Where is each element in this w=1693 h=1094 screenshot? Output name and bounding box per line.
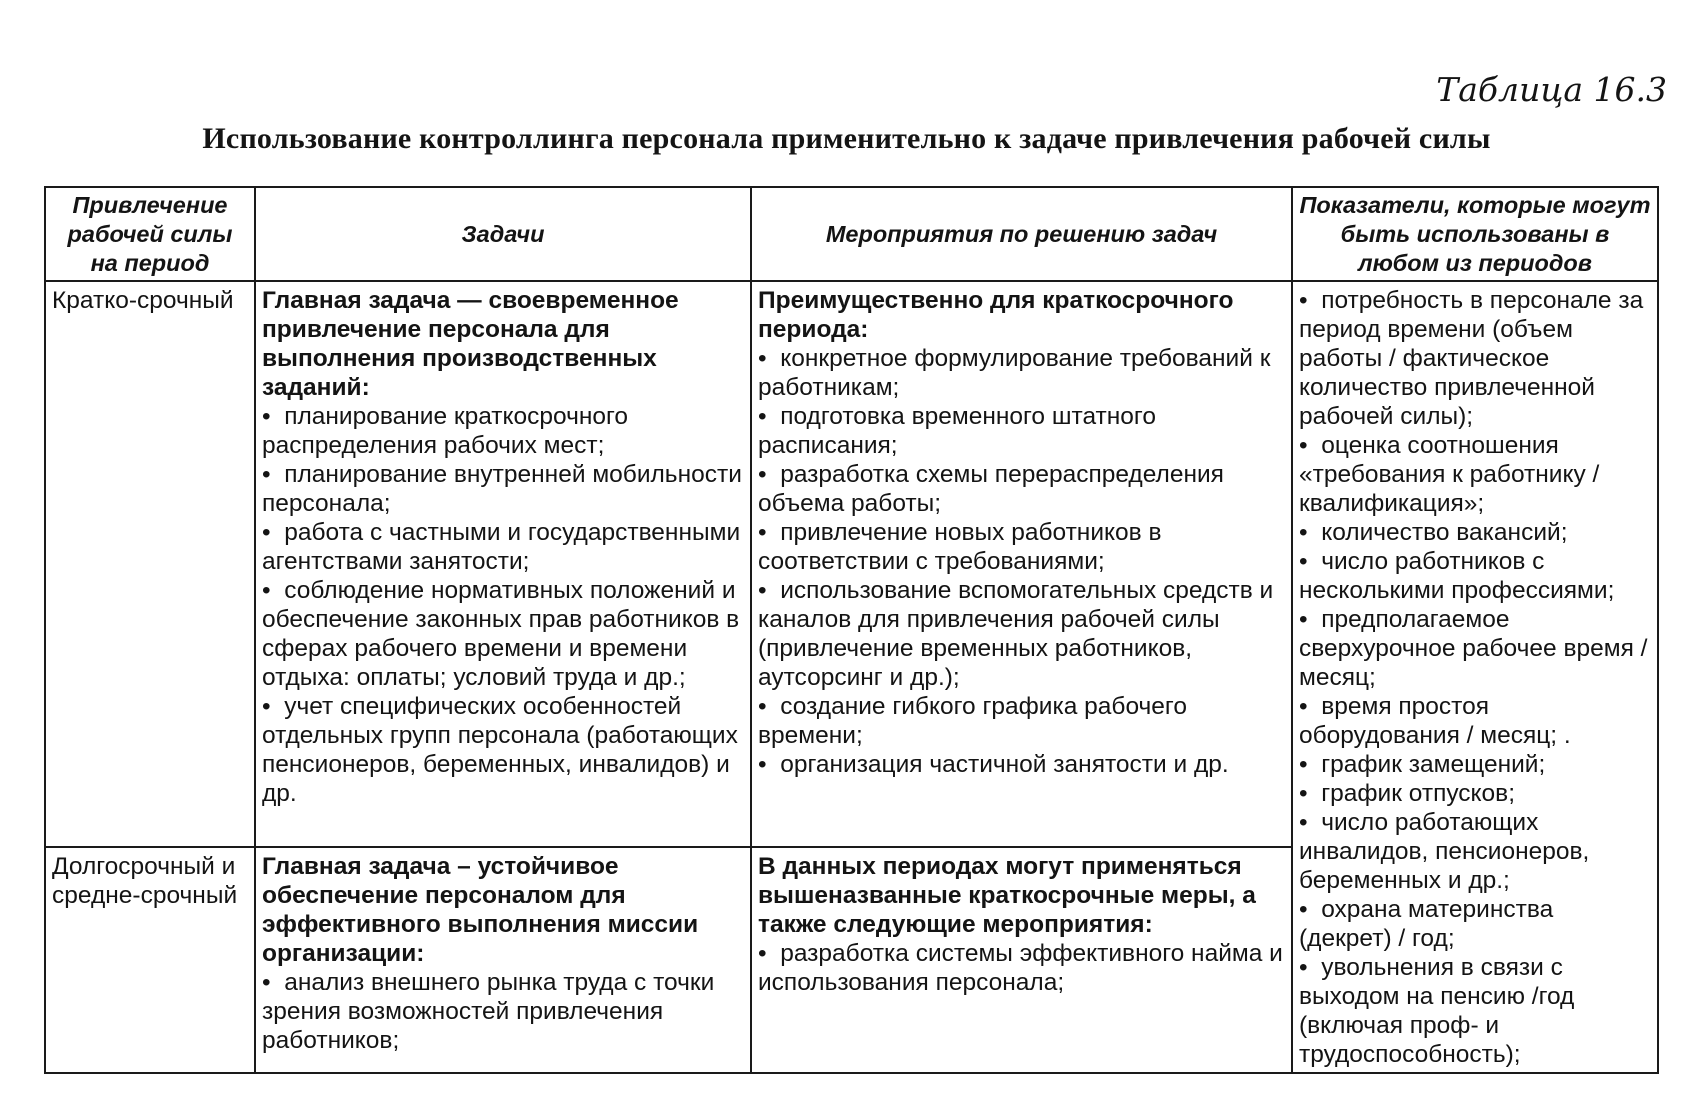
tasks-cell <box>255 281 751 847</box>
list-item: • оценка соотношения «требования к работнику / квалификация»; <box>1299 431 1651 518</box>
list-item: • предполагаемое сверхурочное рабочее время / месяц; <box>1299 605 1651 692</box>
tasks-cell <box>255 847 751 1073</box>
period-cell: Долгосрочный и средне-срочный <box>45 847 255 1073</box>
list-item: • количество вакансий; <box>1299 518 1651 547</box>
tasks-list <box>262 968 744 1055</box>
header-period: Привлечение рабочей силы на период <box>45 187 255 281</box>
list-item: • планирование внутренней мобильности персонала; <box>262 460 744 518</box>
list-item: • привлечение новых работников в соответствии с требованиями; <box>758 518 1285 576</box>
measures-cell <box>751 847 1292 1073</box>
list-item: • увольнения в связи с выходом на пенсию /год (включая проф- и трудоспособность); <box>1299 953 1651 1069</box>
list-item: • число работающих инвалидов, пенсионеров, беременных и др.; <box>1299 808 1651 895</box>
indicators-list <box>1299 286 1651 1069</box>
list-item: • создание гибкого графика рабочего времени; <box>758 692 1285 750</box>
list-item: • учет специфических особенностей отдельных групп персонала (работающих пенсионеров, беременных, инвалидов) и др. <box>262 692 744 808</box>
list-item: • подготовка временного штатного расписания; <box>758 402 1285 460</box>
list-item: • работа с частными и государственными агентствами занятости; <box>262 518 744 576</box>
list-item: • организация частичной занятости и др. <box>758 750 1285 779</box>
header-tasks: Задачи <box>255 187 751 281</box>
list-item: • время простоя оборудования / месяц; . <box>1299 692 1651 750</box>
table-number: Таблица 16.3 <box>1436 70 1667 109</box>
list-item: • число работников с несколькими профессиями; <box>1299 547 1651 605</box>
measures-list <box>758 344 1285 779</box>
tasks-list <box>262 402 744 808</box>
list-item: • планирование краткосрочного распределения рабочих мест; <box>262 402 744 460</box>
list-item: • охрана материнства (декрет) / год; <box>1299 895 1651 953</box>
table-row <box>45 281 1658 847</box>
document-title: Использование контроллинга персонала применительно к задаче привлечения рабочей силы <box>202 122 1491 155</box>
indicators-cell <box>1292 281 1658 1073</box>
measures-cell <box>751 281 1292 847</box>
list-item: • разработка системы эффективного найма и использования персонала; <box>758 939 1285 997</box>
period-cell: Кратко-срочный <box>45 281 255 847</box>
header-measures: Мероприятия по решению задач <box>751 187 1292 281</box>
header-indicators: Показатели, которые могут быть использованы в любом из периодов <box>1292 187 1658 281</box>
list-item: • использование вспомогательных средств и каналов для привлечения рабочей силы (привлечение временных работников, аутсорсинг и др.); <box>758 576 1285 692</box>
list-item: • анализ внешнего рынка труда с точки зрения возможностей привлечения работников; <box>262 968 744 1055</box>
tasks-heading: Главная задача – устойчивое обеспечение персоналом для эффективного выполнения миссии организации: <box>262 853 699 968</box>
list-item: • соблюдение нормативных положений и обеспечение законных прав работников в сферах рабочего времени и времени отдыха: оплаты; условий труда и др.; <box>262 576 744 692</box>
controlling-table <box>44 186 1659 1074</box>
measures-heading: В данных периодах могут применяться вышеназванные краткосрочные меры, а также следующие мероприятия: <box>758 853 1256 939</box>
list-item: • потребность в персонале за период времени (объем работы / фактическое количество привлеченной рабочей силы); <box>1299 286 1651 431</box>
list-item: • график замещений; <box>1299 750 1651 779</box>
measures-list <box>758 939 1285 997</box>
measures-heading: Преимущественно для краткосрочного периода: <box>758 287 1234 343</box>
list-item: • график отпусков; <box>1299 779 1651 808</box>
tasks-heading: Главная задача — своевременное привлечение персонала для выполнения производственных заданий: <box>262 287 679 401</box>
list-item: • разработка схемы перераспределения объема работы; <box>758 460 1285 518</box>
list-item: • конкретное формулирование требований к работникам; <box>758 344 1285 402</box>
header-row <box>45 187 1658 281</box>
